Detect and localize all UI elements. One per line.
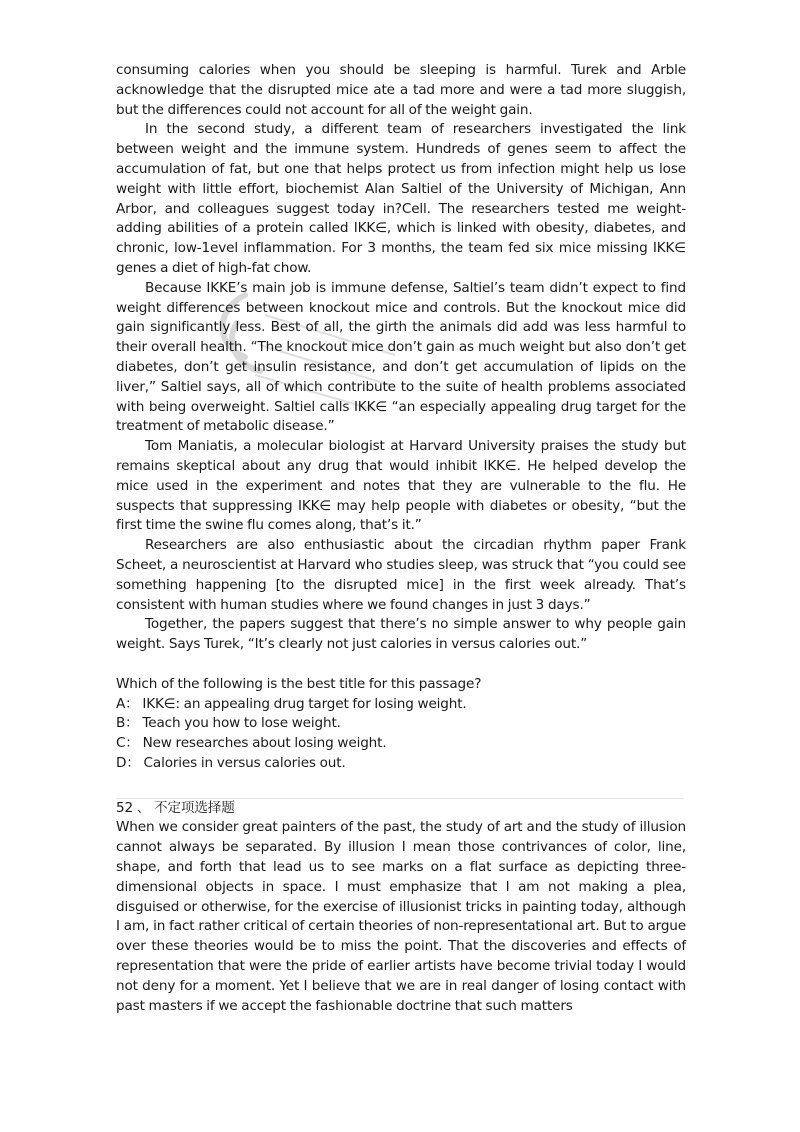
paragraph: When we consider great painters of the past, the study of art and the study of illusion cannot always be separated. By illusion I mean those contrivances of color, line, shape, and forth that lead us to see marks on a flat surface as depicting three-dimensional objects in space. I must emphasize that I am not making a plea, disguised or otherwise, for the exercise of illusionist tricks in painting today, although I am, in fact rather critical of certain theories of non-representational art. But to argue over these theories would be to miss the point. That the discoveries and effects of representation that were the pride of earlier artists have become trivial today I would not deny for a moment. Yet I believe that we are in real danger of losing contact with past masters if we accept the fashionable doctrine that such matters: [116, 819, 686, 1014]
paragraph: In the second study, a different team of researchers investigated the link between weight and the immune system. Hundreds of genes seem to affect the accumulation of fat, but one that helps protect us from infection might help us lose weight with little effort, biochemist Alan Saltiel of the University of Michigan, Ann Arbor, and colleagues suggest today in?Cell. The researchers tested me weight-adding abilities of a protein called IKK∈, which is linked with obesity, diabetes, and chronic, low-1evel inflammation. For 3 months, the team fed six mice missing IKK∈ genes a diet of high-fat chow.: [116, 121, 686, 276]
section-heading: [116, 799, 686, 819]
question-type: 不定项选择题: [154, 799, 235, 816]
option-text: New researches about losing weight.: [142, 735, 387, 752]
option-label: A：: [116, 695, 139, 712]
option-label: D：: [116, 754, 140, 771]
option-label: C：: [116, 735, 139, 752]
paragraph: Because IKKE’s main job is immune defense, Saltiel’s team didn’t expect to find weight differences between knockout mice and controls. But the knockout mice did gain significantly less. Best of all, the girth the animals did add was less harmful to their overall health. “The knockout mice don’t gain as much weight but also don’t get diabetes, don’t get insulin resistance, and don’t get accumulation of lipids on the liver,” Saltiel says, all of which contribute to the suite of health problems associated with being overweight. Saltiel calls IKK∈ “an especially appealing drug target for the treatment of metabolic disease.”: [116, 279, 686, 435]
passage-one: [116, 61, 686, 774]
option-b: [116, 714, 686, 734]
paragraph: consuming calories when you should be sleeping is harmful. Turek and Arble acknowledge that the disrupted mice ate a tad more and were a tad more sluggish, but the differences could not account for all of the weight gain.: [116, 62, 686, 118]
document-page: [116, 61, 686, 1016]
option-text: IKK∈: an appealing drug target for losing weight.: [142, 695, 467, 712]
option-text: Calories in versus calories out.: [143, 754, 346, 771]
answer-options: [116, 695, 686, 774]
option-text: Teach you how to lose weight.: [142, 715, 341, 732]
question-separator: 、: [136, 799, 151, 816]
paragraph: Tom Maniatis, a molecular biologist at Harvard University praises the study but remains skeptical about any drug that would inhibit IKK∈. He helped develop the mice used in the experiment and notes that they are vulnerable to the flu. He suspects that suppressing IKK∈ may help people with diabetes or obesity, “but the first time the swine flu comes along, that’s it.”: [116, 438, 686, 534]
question-text: Which of the following is the best title for this passage?: [116, 675, 482, 692]
option-a: [116, 695, 686, 715]
option-d: [116, 754, 686, 774]
option-label: B：: [116, 715, 139, 732]
question-number: 52: [116, 799, 133, 816]
question-section-52: [116, 799, 686, 1017]
option-c: [116, 734, 686, 754]
paragraph: Together, the papers suggest that there’s no simple answer to why people gain weight. Says Turek, “It’s clearly not just calories in versus calories out.”: [116, 616, 686, 653]
spacer: [116, 655, 686, 675]
paragraph: Researchers are also enthusiastic about the circadian rhythm paper Frank Scheet, a neuroscientist at Harvard who studies sleep, was struck that “you could see something happening [to the disrupted mice] in the first week already. That’s consistent with human studies where we found changes in just 3 days.”: [116, 537, 686, 613]
